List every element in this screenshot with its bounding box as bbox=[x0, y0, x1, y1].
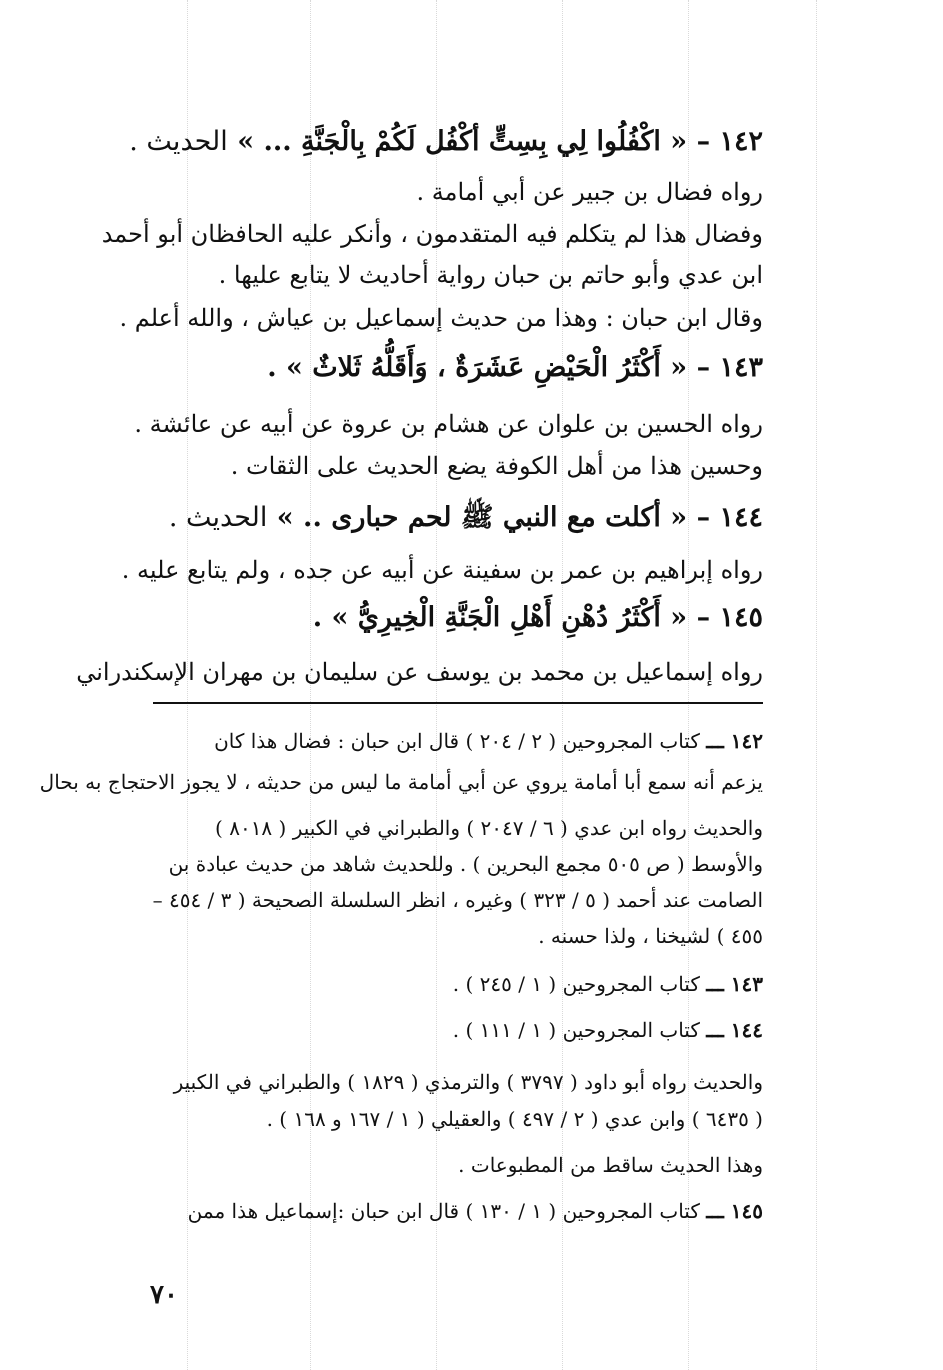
footnote-line: ٤٥٥ ) لشيخنا ، ولذا حسنه . bbox=[538, 924, 763, 948]
body-line: رواه الحسين بن علوان عن هشام بن عروة عن أبيه عن عائشة . bbox=[134, 410, 763, 438]
body-line: رواه فضال بن جبير عن أبي أمامة . bbox=[416, 178, 763, 206]
footnote-divider bbox=[153, 702, 763, 704]
hadith-145-heading: ١٤٥ – « أَكْثَرُ دُهْنِ أَهْلِ الْجَنَّةِ الْخِيرِيُّ » . bbox=[312, 602, 763, 633]
body-line: وحسين هذا من أهل الكوفة يضع الحديث على الثقات . bbox=[230, 452, 763, 480]
page-number: ٧٠ bbox=[150, 1280, 178, 1310]
footnote-line: والحديث رواه ابن عدي ( ٦ / ٢٠٤٧ ) والطبراني في الكبير ( ٨٠١٨ ) bbox=[215, 816, 763, 840]
footnote-line: ( ٦٤٣٥ ) وابن عدي ( ٢ / ٤٩٧ ) والعقيلي ( ١ / ١٦٧ و ١٦٨ ) . bbox=[266, 1107, 763, 1131]
body-line: وفضال هذا لم يتكلم فيه المتقدمون ، وأنكر عليه الحافظان أبو أحمد bbox=[101, 220, 763, 248]
footnote-line: والأوسط ( ص ٥٠٥ مجمع البحرين ) . وللحديث شاهد من حديث عبادة بن bbox=[168, 852, 763, 876]
body-line: وقال ابن حبان : وهذا من حديث إسماعيل بن عياش ، والله أعلم . bbox=[119, 304, 763, 332]
guide-line bbox=[816, 0, 817, 1370]
footnote-line: يزعم أنه سمع أبا أمامة يروي عن أبي أمامة ما ليس من حديثه ، لا يجوز الاحتجاج به بحال bbox=[39, 770, 763, 794]
hadith-143-heading: ١٤٣ – « أَكْثَرُ الْحَيْضِ عَشَرَةٌ ، وَأَقَلُّهُ ثَلاثٌ » . bbox=[267, 352, 763, 383]
footnote-line: والحديث رواه أبو داود ( ٣٧٩٧ ) والترمذي ( ١٨٢٩ ) والطبراني في الكبير bbox=[173, 1070, 763, 1094]
body-line: رواه إبراهيم بن عمر بن سفينة عن أبيه عن جده ، ولم يتابع عليه . bbox=[121, 556, 763, 584]
footnote-line: الصامت عند أحمد ( ٥ / ٣٢٣ ) وغيره ، انظر السلسلة الصحيحة ( ٣ / ٤٥٤ – bbox=[152, 888, 763, 912]
footnote-143: ١٤٣ ـــ كتاب المجروحين ( ١ / ٢٤٥ ) . bbox=[452, 972, 763, 996]
footnote-144: ١٤٤ ـــ كتاب المجروحين ( ١ / ١١١ ) . bbox=[452, 1018, 763, 1042]
hadith-142-heading: ١٤٢ – « اكْفُلُوا لِي بِسِتٍّ أكْفُل لَكُمْ بِالْجَنَّةِ ... » الحديث . bbox=[129, 126, 763, 157]
hadith-144-heading: ١٤٤ – « أكلت مع النبي ﷺ لحم حبارى .. » الحديث . bbox=[168, 502, 763, 533]
body-line: رواه إسماعيل بن محمد بن يوسف عن سليمان بن مهران الإسكندراني bbox=[76, 658, 763, 686]
footnote-142: ١٤٢ ـــ كتاب المجروحين ( ٢ / ٢٠٤ ) قال ابن حبان : فضال هذا كان bbox=[214, 729, 763, 753]
footnote-145: ١٤٥ ـــ كتاب المجروحين ( ١ / ١٣٠ ) قال ابن حبان :إسماعيل هذا ممن bbox=[187, 1199, 763, 1223]
body-line: ابن عدي وأبو حاتم بن حبان رواية أحاديث لا يتابع عليها . bbox=[218, 261, 763, 289]
footnote-line: وهذا الحديث ساقط من المطبوعات . bbox=[458, 1153, 763, 1177]
